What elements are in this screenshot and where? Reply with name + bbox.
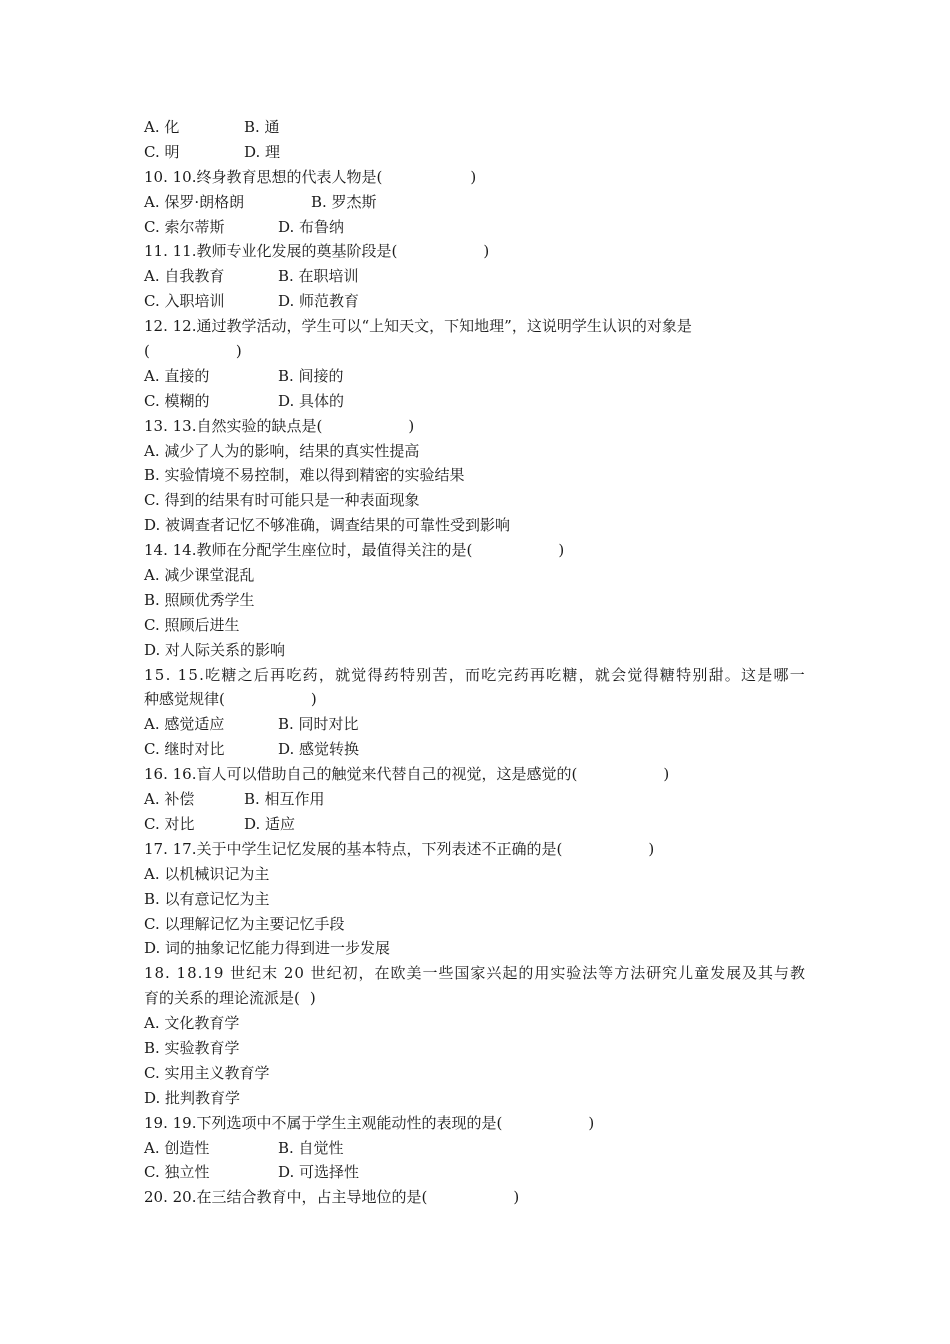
line-text: 10. 10.终身教育思想的代表人物是(	[144, 167, 383, 186]
exam-page	[144, 115, 810, 1210]
line-text: C. 得到的结果有时可能只是一种表面现象	[144, 491, 420, 510]
line-text: 12. 12.通过教学活动，学生可以“上知天文，下知地理”，这说明学生认识的对象是	[144, 317, 692, 336]
closing-paren: )	[483, 242, 490, 261]
line-text: 15. 15.吃糖之后再吃药，就觉得药特别苦，而吃完药再吃糖，就会觉得糖特别甜。这是哪一	[144, 665, 806, 684]
text-line	[144, 1086, 810, 1111]
text-line	[144, 1185, 810, 1210]
option-row	[144, 737, 810, 762]
line-text: 育的关系的理论流派是(	[144, 989, 300, 1008]
line-text: D. 被调查者记忆不够准确，调查结果的可靠性受到影响	[144, 516, 511, 535]
line-text: 13. 13.自然实验的缺点是(	[144, 416, 323, 435]
option-text: D. 适应	[244, 814, 296, 833]
text-line	[144, 314, 810, 339]
text-line	[144, 887, 810, 912]
option-row	[144, 289, 810, 314]
closing-paren: )	[235, 342, 242, 361]
text-line	[144, 638, 810, 663]
option-text: D. 可选择性	[278, 1163, 360, 1182]
line-text: C. 实用主义教育学	[144, 1063, 270, 1082]
option-text: C. 对比	[144, 814, 195, 833]
option-row	[144, 787, 810, 812]
option-text: A. 感觉适应	[144, 715, 225, 734]
option-row	[144, 190, 810, 215]
option-row	[144, 1136, 810, 1161]
closing-paren: )	[558, 541, 565, 560]
option-text: B. 同时对比	[278, 715, 359, 734]
option-text: C. 索尔蒂斯	[144, 217, 225, 236]
text-line	[144, 1061, 810, 1086]
line-text: D. 对人际关系的影响	[144, 640, 286, 659]
line-text: 17. 17.关于中学生记忆发展的基本特点，下列表述不正确的是(	[144, 839, 563, 858]
line-text: 16. 16.盲人可以借助自己的触觉来代替自己的视觉，这是感觉的(	[144, 765, 578, 784]
option-text: A. 保罗·朗格朗	[144, 192, 245, 211]
text-line	[144, 663, 810, 688]
option-text: A. 化	[144, 118, 180, 136]
option-text: A. 补偿	[144, 790, 195, 809]
line-text: 11. 11.教师专业化发展的奠基阶段是(	[144, 242, 398, 261]
text-line	[144, 538, 810, 563]
option-text: B. 通	[244, 118, 280, 136]
line-text: C. 照顾后进生	[144, 615, 240, 634]
line-text: 18. 18.19 世纪末 20 世纪初，在欧美一些国家兴起的用实验法等方法研究儿童发展及其与教	[144, 964, 806, 983]
text-line	[144, 588, 810, 613]
closing-paren: )	[310, 690, 317, 709]
option-text: B. 间接的	[278, 366, 344, 385]
line-text: A. 文化教育学	[144, 1014, 240, 1033]
line-text: B. 以有意记忆为主	[144, 889, 270, 908]
option-text: B. 罗杰斯	[311, 192, 377, 211]
line-text: 20. 20.在三结合教育中，占主导地位的是(	[144, 1188, 428, 1207]
text-line	[144, 961, 810, 986]
line-text: A. 减少了人为的影响，结果的真实性提高	[144, 441, 420, 460]
text-line	[144, 488, 810, 513]
text-line	[144, 986, 810, 1011]
closing-paren: )	[408, 416, 415, 435]
closing-paren: )	[663, 765, 670, 784]
text-line	[144, 936, 810, 961]
option-text: C. 明	[144, 142, 180, 161]
text-line	[144, 414, 810, 439]
option-text: B. 在职培训	[278, 267, 359, 286]
closing-paren: )	[648, 839, 655, 858]
text-line	[144, 613, 810, 638]
line-text: B. 照顾优秀学生	[144, 590, 255, 609]
line-text: 14. 14.教师在分配学生座位时，最值得关注的是(	[144, 541, 473, 560]
option-text: A. 直接的	[144, 366, 210, 385]
option-text: C. 入职培训	[144, 292, 225, 311]
option-text: C. 模糊的	[144, 391, 210, 410]
option-row	[144, 215, 810, 240]
text-line	[144, 439, 810, 464]
option-text: D. 感觉转换	[278, 740, 360, 759]
text-line	[144, 1036, 810, 1061]
text-line	[144, 1011, 810, 1036]
option-text: D. 具体的	[278, 391, 345, 410]
line-text: D. 批判教育学	[144, 1088, 241, 1107]
option-row	[144, 140, 810, 165]
option-row	[144, 115, 810, 140]
closing-paren: )	[588, 1113, 595, 1132]
text-line	[144, 165, 810, 190]
closing-paren: )	[309, 989, 316, 1008]
text-line	[144, 687, 810, 712]
option-row	[144, 364, 810, 389]
text-line	[144, 837, 810, 862]
text-line	[144, 1111, 810, 1136]
option-row	[144, 712, 810, 737]
option-row	[144, 389, 810, 414]
option-text: A. 创造性	[144, 1138, 210, 1157]
line-text: C. 以理解记忆为主要记忆手段	[144, 914, 345, 933]
text-line	[144, 463, 810, 488]
option-row	[144, 1160, 810, 1185]
option-text: B. 相互作用	[244, 790, 325, 809]
text-line	[144, 563, 810, 588]
line-text: 种感觉规律(	[144, 690, 225, 709]
option-row	[144, 812, 810, 837]
option-text: B. 自觉性	[278, 1138, 344, 1157]
option-row	[144, 264, 810, 289]
text-line	[144, 239, 810, 264]
text-line	[144, 862, 810, 887]
text-line	[144, 762, 810, 787]
line-text: (	[144, 342, 150, 361]
line-text: B. 实验情境不易控制，难以得到精密的实验结果	[144, 466, 465, 485]
text-line	[144, 912, 810, 937]
line-text: D. 词的抽象记忆能力得到进一步发展	[144, 939, 391, 958]
line-text: A. 减少课堂混乱	[144, 566, 255, 585]
line-text: A. 以机械识记为主	[144, 864, 270, 883]
option-text: D. 理	[244, 142, 281, 161]
closing-paren: )	[470, 167, 477, 186]
line-text: B. 实验教育学	[144, 1038, 240, 1057]
option-text: D. 师范教育	[278, 292, 360, 311]
option-text: C. 继时对比	[144, 740, 225, 759]
line-text: 19. 19.下列选项中不属于学生主观能动性的表现的是(	[144, 1113, 503, 1132]
option-text: C. 独立性	[144, 1163, 210, 1182]
option-text: D. 布鲁纳	[278, 217, 345, 236]
option-text: A. 自我教育	[144, 267, 225, 286]
text-line	[144, 513, 810, 538]
text-line	[144, 339, 810, 364]
closing-paren: )	[513, 1188, 520, 1207]
